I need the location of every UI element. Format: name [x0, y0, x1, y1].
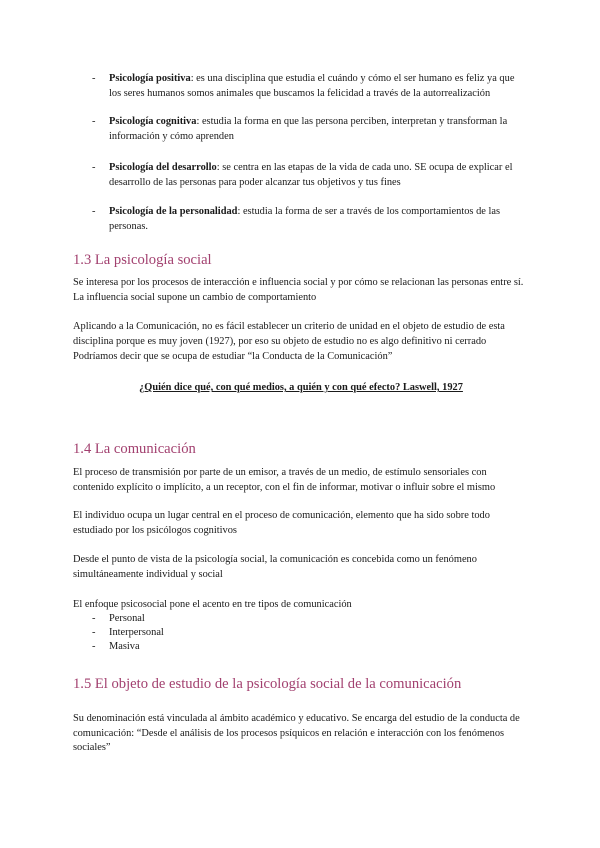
list-item-type [92, 626, 164, 641]
paragraph: Aplicando a la Comunicación, no es fácil establecer un criterio de unidad en el objeto de estudio de esta disciplina porque es muy joven (1927), por eso su objeto de estudio no es algo definitivo ni cerrado [73, 321, 505, 347]
paragraph: El proceso de transmisión por parte de un emisor, a través de un medio, de estímulo sensoriales con contenido explícito o implícito, a un receptor, con el fin de informar, motivar o influir sobre el mismo [73, 467, 496, 493]
section-heading-1-3: 1.3 La psicología social [73, 252, 212, 268]
paragraph: El individuo ocupa un lugar central en el proceso de comunicación, elemento que ha sido sobre todo estudiado por los psicólogos cognitivos [73, 510, 490, 536]
bullet-dash: - [92, 613, 96, 624]
laswell-quote: ¿Quién dice qué, con qué medios, a quién y con qué efecto? Laswell, 1927 [139, 382, 463, 393]
list-item-type [92, 612, 145, 627]
term: Psicología cognitiva [109, 116, 197, 127]
type-label: Masiva [109, 641, 140, 652]
list-item-desarrollo [92, 161, 529, 190]
section-heading-1-5: 1.5 El objeto de estudio de la psicología social de la comunicación [73, 676, 462, 692]
section-heading-1-4: 1.4 La comunicación [73, 441, 196, 457]
bullet-dash: - [92, 116, 96, 127]
paragraph: Desde el punto de vista de la psicología social, la comunicación es concebida como un fenómeno simultáneamente individual y social [73, 554, 477, 580]
definition: : estudia la forma de ser a través de los comportamientos de las personas. [109, 206, 501, 232]
bullet-dash: - [92, 162, 96, 173]
term: Psicología del desarrollo [109, 162, 217, 173]
definition: : es una disciplina que estudia el cuándo y cómo el ser humano es feliz ya que los seres humanos somos animales que buscamos la felicidad a través de la autorrealización [109, 73, 515, 99]
term: Psicología de la personalidad [109, 206, 238, 217]
bullet-dash: - [92, 206, 96, 217]
list-item-positiva [92, 72, 529, 101]
type-label: Personal [109, 613, 145, 624]
definition: : estudia la forma en que las persona perciben, interpretan y transforman la información y cómo aprenden [109, 116, 508, 142]
paragraph: Podríamos decir que se ocupa de estudiar “la Conducta de la Comunicación” [73, 351, 393, 362]
list-item-personalidad [92, 205, 529, 234]
definition: : se centra en las etapas de la vida de cada uno. SE ocupa de explicar el desarrollo de las personas para poder alcanzar tus objetivos y tus fines [109, 162, 513, 188]
paragraph: Se interesa por los procesos de interacción e influencia social y por cómo se relacionan las personas entre sí. La influencia social supone un cambio de comportamiento [73, 277, 524, 303]
term: Psicología positiva [109, 73, 191, 84]
bullet-dash: - [92, 627, 96, 638]
list-item-type [92, 640, 140, 655]
paragraph: Su denominación está vinculada al ámbito académico y educativo. Se encarga del estudio de la conducta de comunicación: “Desde el análisis de los procesos psíquicos en relación e interacción con los fenómenos sociales” [73, 713, 520, 754]
bullet-dash: - [92, 641, 96, 652]
type-label: Interpersonal [109, 627, 164, 638]
list-item-cognitiva [92, 115, 529, 144]
paragraph: El enfoque psicosocial pone el acento en tre tipos de comunicación [73, 599, 352, 610]
bullet-dash: - [92, 73, 96, 84]
